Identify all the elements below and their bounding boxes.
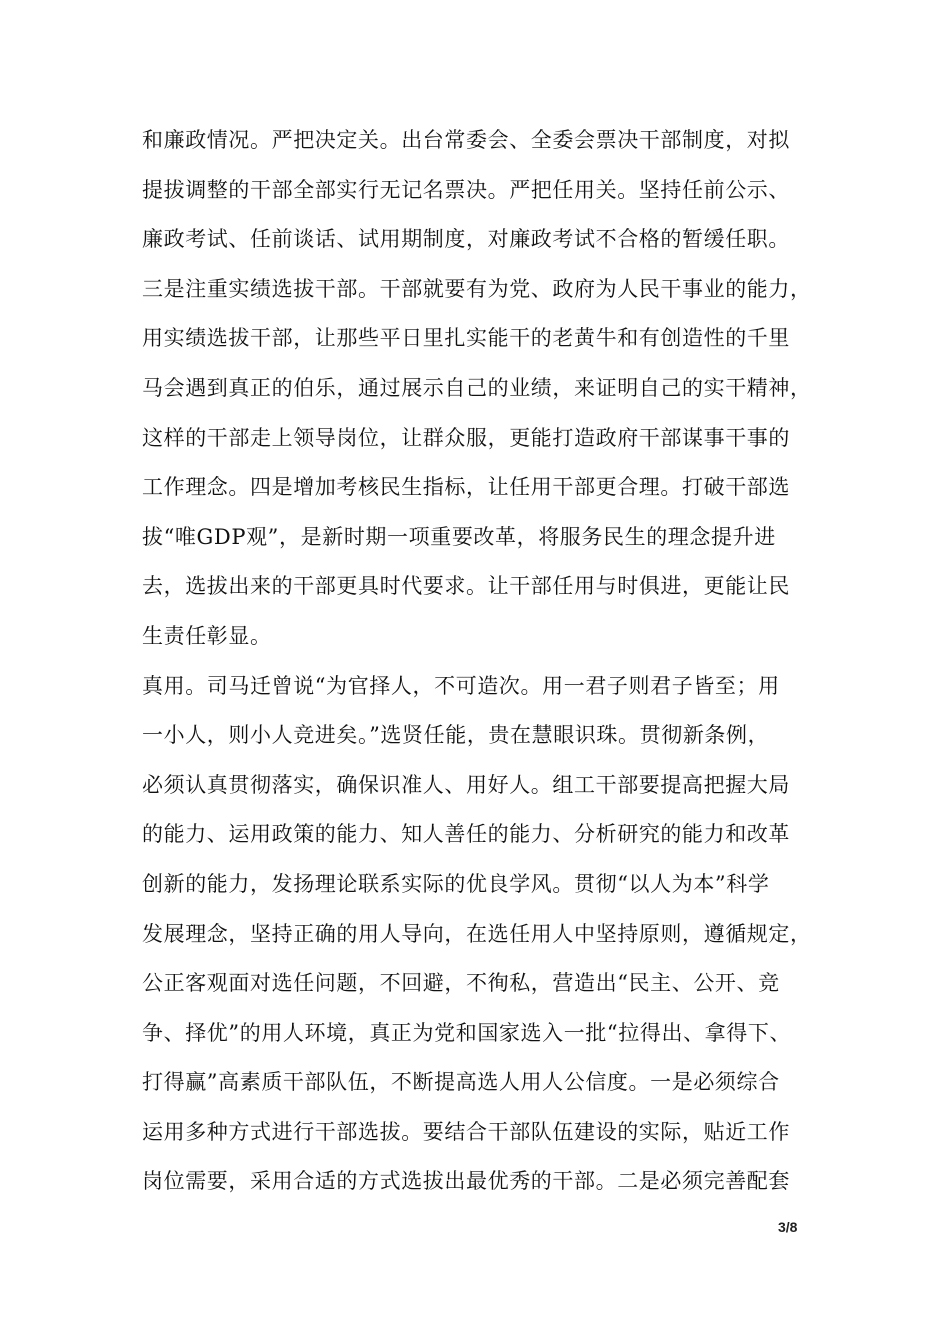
- text-line: 争、择优”的用人环境，真正为党和国家选入一批“拉得出、拿得下、: [142, 1020, 792, 1045]
- text-line: 公正客观面对选任问题，不回避，不徇私，营造出“民主、公开、竞: [142, 971, 780, 996]
- text-line: 创新的能力，发扬理论联系实际的优良学风。贯彻“以人为本”科学: [142, 871, 770, 896]
- page-number: 3/8: [778, 1219, 798, 1235]
- text-line: 去，选拔出来的干部更具时代要求。让干部任用与时俱进，更能让民: [142, 574, 790, 599]
- text-line: 运用多种方式进行干部选拔。要结合干部队伍建设的实际，贴近工作: [142, 1119, 790, 1144]
- text-line: 用实绩选拔干部，让那些平日里扎实能干的老黄牛和有创造性的千里: [142, 326, 790, 351]
- text-line: 这样的干部走上领导岗位，让群众服，更能打造政府干部谋事干事的: [142, 425, 790, 450]
- text-line: 拔“唯GDP观”，是新时期一项重要改革，将服务民生的理念提升进: [142, 524, 776, 549]
- text-line: 真用。司马迁曾说“为官择人，不可造次。用一君子则君子皆至；用: [142, 673, 780, 698]
- text-line: 必须认真贯彻落实，确保识准人、用好人。组工干部要提高把握大局: [142, 772, 790, 797]
- text-line: 马会遇到真正的伯乐，通过展示自己的业绩，来证明自己的实干精神，: [142, 375, 812, 400]
- text-line: 打得赢”高素质干部队伍，不断提高选人用人公信度。一是必须综合: [142, 1070, 780, 1095]
- body-text: [142, 116, 832, 1207]
- text-line: 提拔调整的干部全部实行无记名票决。严把任用关。坚持任前公示、: [142, 177, 790, 202]
- text-line: 的能力、运用政策的能力、知人善任的能力、分析研究的能力和改革: [142, 822, 790, 847]
- text-line: 生责任彰显。: [142, 623, 272, 648]
- text-line: 岗位需要，采用合适的方式选拔出最优秀的干部。二是必须完善配套: [142, 1169, 790, 1194]
- text-line: 三是注重实绩选拔干部。干部就要有为党、政府为人民干事业的能力，: [142, 276, 812, 301]
- text-line: 工作理念。四是增加考核民生指标，让任用干部更合理。打破干部选: [142, 475, 790, 500]
- text-line: 发展理念，坚持正确的用人导向，在选任用人中坚持原则，遵循规定，: [142, 921, 812, 946]
- text-line: 和廉政情况。严把决定关。出台常委会、全委会票决干部制度，对拟: [142, 128, 790, 152]
- text-line: 一小人，则小人竞进矣。”选贤任能，贵在慧眼识珠。贯彻新条例，: [142, 723, 770, 748]
- text-line: 廉政考试、任前谈话、试用期制度，对廉政考试不合格的暂缓任职。: [142, 227, 790, 252]
